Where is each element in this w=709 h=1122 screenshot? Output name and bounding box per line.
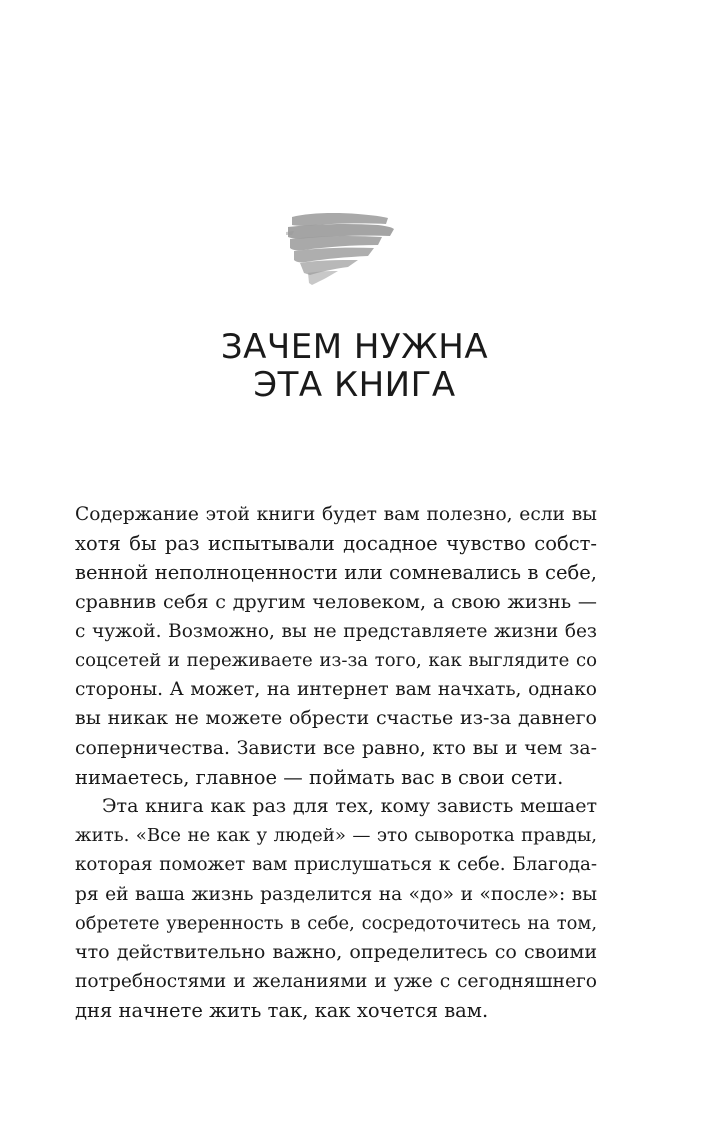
text-line: дня начнете жить так, как хочется вам. [75,999,489,1023]
text-line: нимаетесь, главное — поймать вас в свои сети. [75,765,564,789]
text-line: ря ей ваша жизнь разделится на «до» и «после»: вы [75,883,597,905]
text-line: жить. «Все не как у людей» — это сыворотка правды, [75,825,597,847]
chapter-title-line-2: ЭТА КНИГА [253,365,456,405]
text-line: потребностями и желаниями и уже с сегодняшнего [75,971,597,993]
chapter-title [0,328,709,404]
text-line: Содержание этой книги будет вам полезно, если вы [75,504,597,525]
text-line: венной неполноценности или сомневались в себе, [75,561,597,585]
paragraph-2 [75,792,597,1026]
text-line: соперничества. Зависти все равно, кто вы и чем за- [75,737,597,759]
text-line: с чужой. Возможно, вы не представляете жизни без [75,620,597,642]
text-line: соцсетей и переживаете из-за того, как выглядите со [75,650,597,672]
chapter-title-line-1: ЗАЧЕМ НУЖНА [220,327,489,367]
text-line: Эта книга как раз для тех, кому зависть мешает [102,795,597,818]
text-line: хотя бы раз испытывали досадное чувство собст- [75,532,597,556]
text-line: которая поможет вам прислушаться к себе. Благода- [75,854,597,876]
text-line: что действительно важно, определитесь со своими [75,941,597,964]
text-line: сравнив себя с другим человеком, а свою жизнь — [75,590,597,613]
brush-stroke-icon [278,205,398,290]
text-line: обретете уверенность в себе, сосредоточитесь на том, [75,912,597,934]
text-line: стороны. А может, на интернет вам начхать, однако [75,679,597,701]
text-line: вы никак не можете обрести счастье из-за давнего [75,707,597,730]
paragraph-1 [75,500,597,792]
body-text [75,500,597,1026]
